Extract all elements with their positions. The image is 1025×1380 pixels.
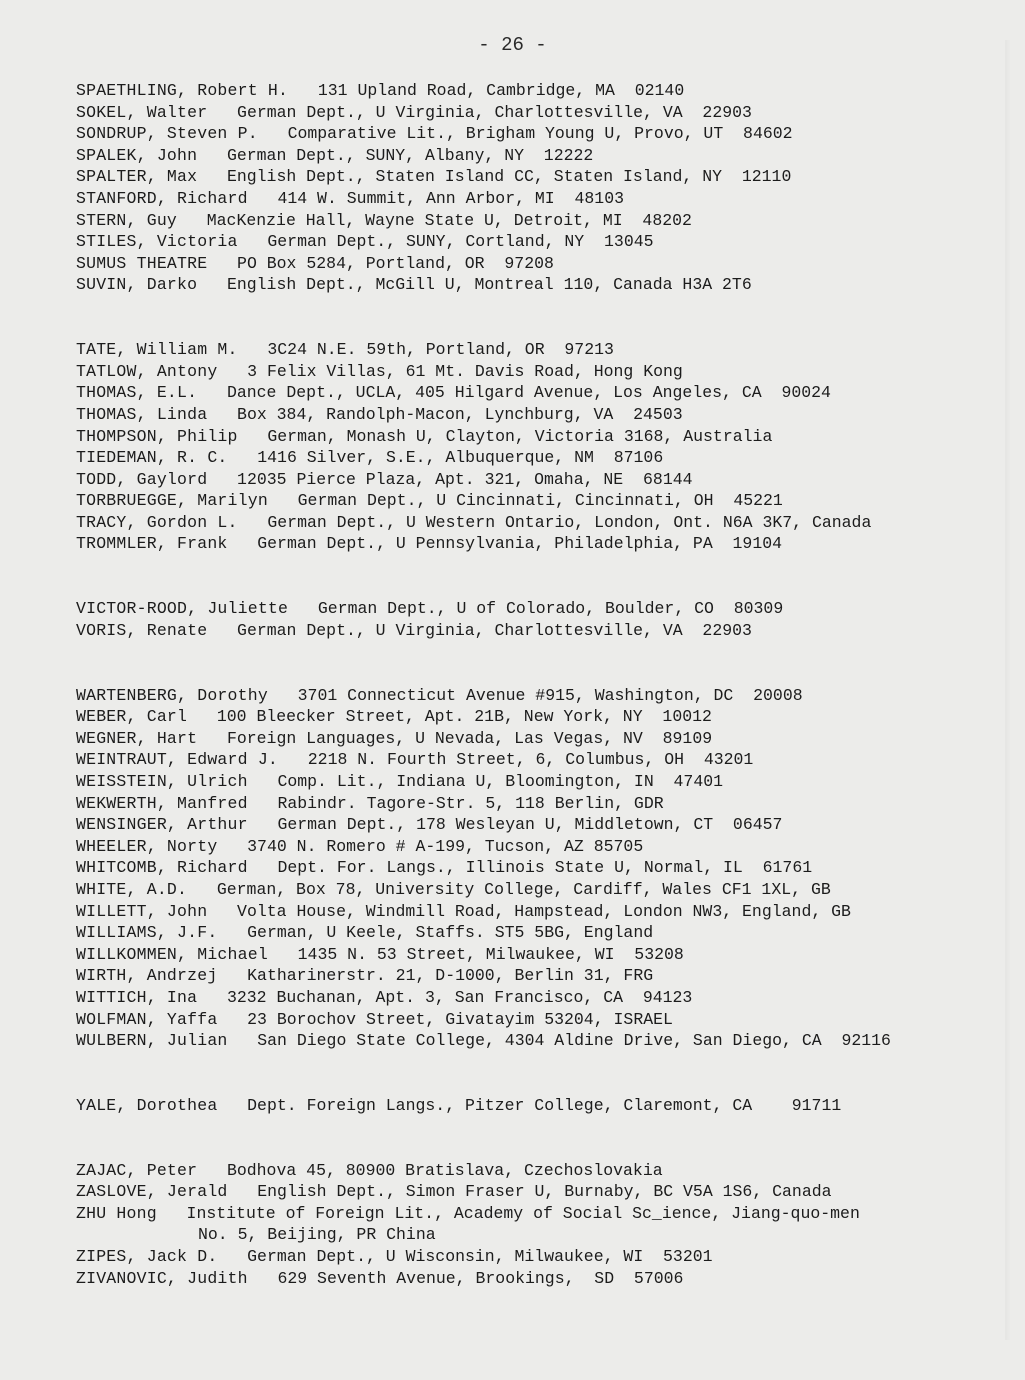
entry-name: WHEELER, Norty: [76, 836, 218, 856]
entry-address: 1435 N. 53 Street, Milwaukee, WI 53208: [297, 944, 684, 964]
entry-name: VICTOR-ROOD, Juliette: [76, 599, 289, 619]
directory-entry: [76, 1268, 1006, 1290]
entry-address: Institute of Foreign Lit., Academy of Social Sc_ience, Jiang-quo-men: [186, 1203, 860, 1223]
group-spacer: [76, 296, 1006, 339]
entry-name: WHITCOMB, Richard: [76, 858, 248, 878]
entry-address: 3 Felix Villas, 61 Mt. Davis Road, Hong Kong: [247, 361, 683, 381]
directory-entry: [76, 965, 1006, 987]
letter-group: [76, 685, 1006, 1052]
directory-entry: [76, 836, 1006, 858]
entry-address: German Dept., U Virginia, Charlottesville, VA 22903: [237, 102, 752, 122]
entry-address: Volta House, Windmill Road, Hampstead, London NW3, England, GB: [237, 901, 851, 921]
directory-entry: [76, 145, 1006, 167]
entry-name: TATLOW, Antony: [76, 361, 218, 381]
directory-entry: [76, 771, 1006, 793]
entry-name: WEGNER, Hart: [76, 728, 198, 748]
directory-entry: [76, 512, 1006, 534]
entry-name: ZIPES, Jack D.: [76, 1247, 218, 1267]
directory-entry: [76, 901, 1006, 923]
entry-address: German Dept., U Pennsylvania, Philadelphia, PA 19104: [257, 534, 783, 554]
entry-address: German, Monash U, Clayton, Victoria 3168, Australia: [267, 426, 773, 446]
entry-name: WILLKOMMEN, Michael: [76, 944, 268, 964]
entry-address: Comparative Lit., Brigham Young U, Provo, UT 84602: [287, 124, 793, 144]
entry-name: TORBRUEGGE, Marilyn: [76, 491, 268, 511]
entry-name: TODD, Gaylord: [76, 469, 208, 489]
entry-address: German Dept., 178 Wesleyan U, Middletown, CT 06457: [277, 815, 783, 835]
entry-name: SOKEL, Walter: [76, 102, 208, 122]
entry-name: SPALEK, John: [76, 145, 198, 165]
entry-name: ZIVANOVIC, Judith: [76, 1268, 248, 1288]
directory-entry: [76, 80, 1006, 102]
entry-address: 629 Seventh Avenue, Brookings, SD 57006: [277, 1268, 684, 1288]
entry-address: German Dept., U of Colorado, Boulder, CO 80309: [317, 599, 784, 619]
directory-entry: [76, 728, 1006, 750]
directory-entry: [76, 879, 1006, 901]
entry-address: Dept. Foreign Langs., Pitzer College, Claremont, CA 91711: [247, 1095, 842, 1115]
directory-entry: [76, 1009, 1006, 1031]
entry-name: SUMUS THEATRE: [76, 253, 208, 273]
directory-entry: [76, 274, 1006, 296]
entry-name: WHITE, A.D.: [76, 879, 188, 899]
entry-address: English Dept., Simon Fraser U, Burnaby, BC V5A 1S6, Canada: [257, 1182, 832, 1202]
directory-entry: [76, 426, 1006, 448]
directory-entry: [76, 1160, 1006, 1182]
directory-entry: [76, 1246, 1006, 1268]
directory-listing: [76, 80, 1006, 1289]
entry-name: TIEDEMAN, R. C.: [76, 448, 228, 468]
entry-address-continuation: No. 5, Beijing, PR China: [198, 1225, 436, 1245]
entry-address: 23 Borochov Street, Givatayim 53204, ISRAEL: [247, 1009, 673, 1029]
directory-entry: [76, 793, 1006, 815]
entry-name: WITTICH, Ina: [76, 987, 198, 1007]
entry-name: SUVIN, Darko: [76, 275, 198, 295]
group-spacer: [76, 641, 1006, 684]
directory-entry: [76, 1181, 1006, 1203]
directory-entry: [76, 361, 1006, 383]
entry-address: Rabindr. Tagore-Str. 5, 118 Berlin, GDR: [277, 793, 664, 813]
letter-group: [76, 339, 1006, 555]
entry-address: Box 384, Randolph-Macon, Lynchburg, VA 24503: [237, 404, 683, 424]
directory-entry: [76, 1095, 1006, 1117]
entry-address: Katharinerstr. 21, D-1000, Berlin 31, FRG: [247, 966, 654, 986]
entry-name: TATE, William M.: [76, 340, 238, 360]
entry-name: WEBER, Carl: [76, 707, 188, 727]
letter-group: [76, 1160, 1006, 1290]
entry-address: Dept. For. Langs., Illinois State U, Normal, IL 61761: [277, 858, 813, 878]
entry-name: THOMAS, E.L.: [76, 383, 198, 403]
directory-entry: [76, 102, 1006, 124]
entry-address: 12035 Pierce Plaza, Apt. 321, Omaha, NE 68144: [237, 469, 693, 489]
entry-name: WEISSTEIN, Ulrich: [76, 772, 248, 791]
entry-address: 3C24 N.E. 59th, Portland, OR 97213: [267, 340, 614, 360]
entry-address: 3701 Connecticut Avenue #915, Washington, DC 20008: [297, 685, 803, 705]
entry-name: WOLFMAN, Yaffa: [76, 1009, 218, 1029]
entry-name: TRACY, Gordon L.: [76, 512, 238, 532]
entry-address: 2218 N. Fourth Street, 6, Columbus, OH 43201: [307, 750, 754, 770]
entry-address: German Dept., U Cincinnati, Cincinnati, OH 45221: [297, 491, 783, 511]
directory-entry: [76, 814, 1006, 836]
directory-entry: [76, 339, 1006, 361]
entry-address: Comp. Lit., Indiana U, Bloomington, IN 47401: [277, 772, 724, 791]
directory-entry: [76, 188, 1006, 210]
entry-name: SONDRUP, Steven P.: [76, 124, 258, 144]
entry-address: San Diego State College, 4304 Aldine Drive, San Diego, CA 92116: [257, 1031, 891, 1051]
directory-entry: [76, 404, 1006, 426]
entry-name: STILES, Victoria: [76, 232, 238, 252]
entry-name: ZHU Hong: [76, 1203, 157, 1223]
entry-address: 3740 N. Romero # A-199, Tucson, AZ 85705: [247, 836, 644, 856]
directory-entry: [76, 1203, 1006, 1246]
directory-entry: [76, 857, 1006, 879]
directory-entry: [76, 749, 1006, 771]
entry-name: WEINTRAUT, Edward J.: [76, 750, 279, 770]
directory-entry: [76, 987, 1006, 1009]
directory-entry: [76, 620, 1006, 642]
entry-address: German Dept., U Virginia, Charlottesville, VA 22903: [237, 620, 752, 640]
entry-name: WENSINGER, Arthur: [76, 815, 248, 835]
entry-name: WULBERN, Julian: [76, 1031, 228, 1051]
directory-entry: [76, 382, 1006, 404]
group-spacer: [76, 555, 1006, 598]
entry-name: THOMPSON, Philip: [76, 426, 238, 446]
directory-entry: [76, 123, 1006, 145]
directory-entry: [76, 231, 1006, 253]
directory-entry: [76, 166, 1006, 188]
directory-entry: [76, 253, 1006, 275]
entry-address: 100 Bleecker Street, Apt. 21B, New York, NY 10012: [216, 707, 712, 727]
entry-address: 131 Upland Road, Cambridge, MA 02140: [317, 81, 685, 100]
entry-name: WARTENBERG, Dorothy: [76, 685, 268, 705]
entry-address: English Dept., McGill U, Montreal 110, Canada H3A 2T6: [226, 275, 752, 295]
entry-name: VORIS, Renate: [76, 620, 208, 640]
entry-name: WILLETT, John: [76, 901, 208, 921]
entry-address: German, U Keele, Staffs. ST5 5BG, England: [247, 923, 654, 943]
entry-address: Bodhova 45, 80900 Bratislava, Czechoslovakia: [226, 1160, 663, 1180]
entry-name: WILLIAMS, J.F.: [76, 923, 218, 943]
entry-address: German, Box 78, University College, Cardiff, Wales CF1 1XL, GB: [216, 879, 831, 899]
entry-name: ZASLOVE, Jerald: [76, 1182, 228, 1202]
entry-address: German Dept., SUNY, Albany, NY 12222: [226, 145, 594, 165]
directory-entry: [76, 1030, 1006, 1052]
entry-name: WEKWERTH, Manfred: [76, 793, 248, 813]
entry-name: THOMAS, Linda: [76, 404, 208, 424]
directory-entry: [76, 706, 1006, 728]
entry-address: Dance Dept., UCLA, 405 Hilgard Avenue, Los Angeles, CA 90024: [226, 383, 831, 403]
directory-entry: [76, 210, 1006, 232]
group-spacer: [76, 1052, 1006, 1095]
entry-address: MacKenzie Hall, Wayne State U, Detroit, MI 48202: [206, 210, 692, 230]
entry-address: 1416 Silver, S.E., Albuquerque, NM 87106: [257, 448, 664, 468]
directory-entry: [76, 944, 1006, 966]
entry-address: 414 W. Summit, Ann Arbor, MI 48103: [277, 188, 625, 208]
entry-address: 3232 Buchanan, Apt. 3, San Francisco, CA 94123: [226, 987, 693, 1007]
directory-entry: [76, 598, 1006, 620]
entry-name: ZAJAC, Peter: [76, 1160, 198, 1180]
directory-entry: [76, 685, 1006, 707]
letter-group: [76, 1095, 1006, 1117]
directory-entry: [76, 447, 1006, 469]
entry-address: English Dept., Staten Island CC, Staten Island, NY 12110: [226, 167, 792, 187]
entry-address: German Dept., SUNY, Cortland, NY 13045: [267, 232, 654, 252]
directory-entry: [76, 490, 1006, 512]
entry-address: Foreign Languages, U Nevada, Las Vegas, NV 89109: [226, 728, 713, 748]
letter-group: [76, 80, 1006, 296]
entry-address: German Dept., U Western Ontario, London, Ont. N6A 3K7, Canada: [267, 512, 872, 532]
directory-entry: [76, 533, 1006, 555]
entry-address: German Dept., U Wisconsin, Milwaukee, WI 53201: [247, 1247, 713, 1267]
entry-name: WIRTH, Andrzej: [76, 966, 218, 986]
entry-name: YALE, Dorothea: [76, 1095, 218, 1115]
directory-entry: [76, 469, 1006, 491]
entry-name: TROMMLER, Frank: [76, 534, 228, 554]
entry-name: SPALTER, Max: [76, 167, 198, 187]
entry-name: SPAETHLING, Robert H.: [76, 81, 289, 100]
letter-group: [76, 598, 1006, 641]
group-spacer: [76, 1117, 1006, 1160]
page-number: - 26 -: [478, 34, 547, 56]
entry-name: STANFORD, Richard: [76, 188, 248, 208]
entry-address: PO Box 5284, Portland, OR 97208: [237, 253, 554, 273]
directory-entry: [76, 922, 1006, 944]
entry-name: STERN, Guy: [76, 210, 178, 230]
